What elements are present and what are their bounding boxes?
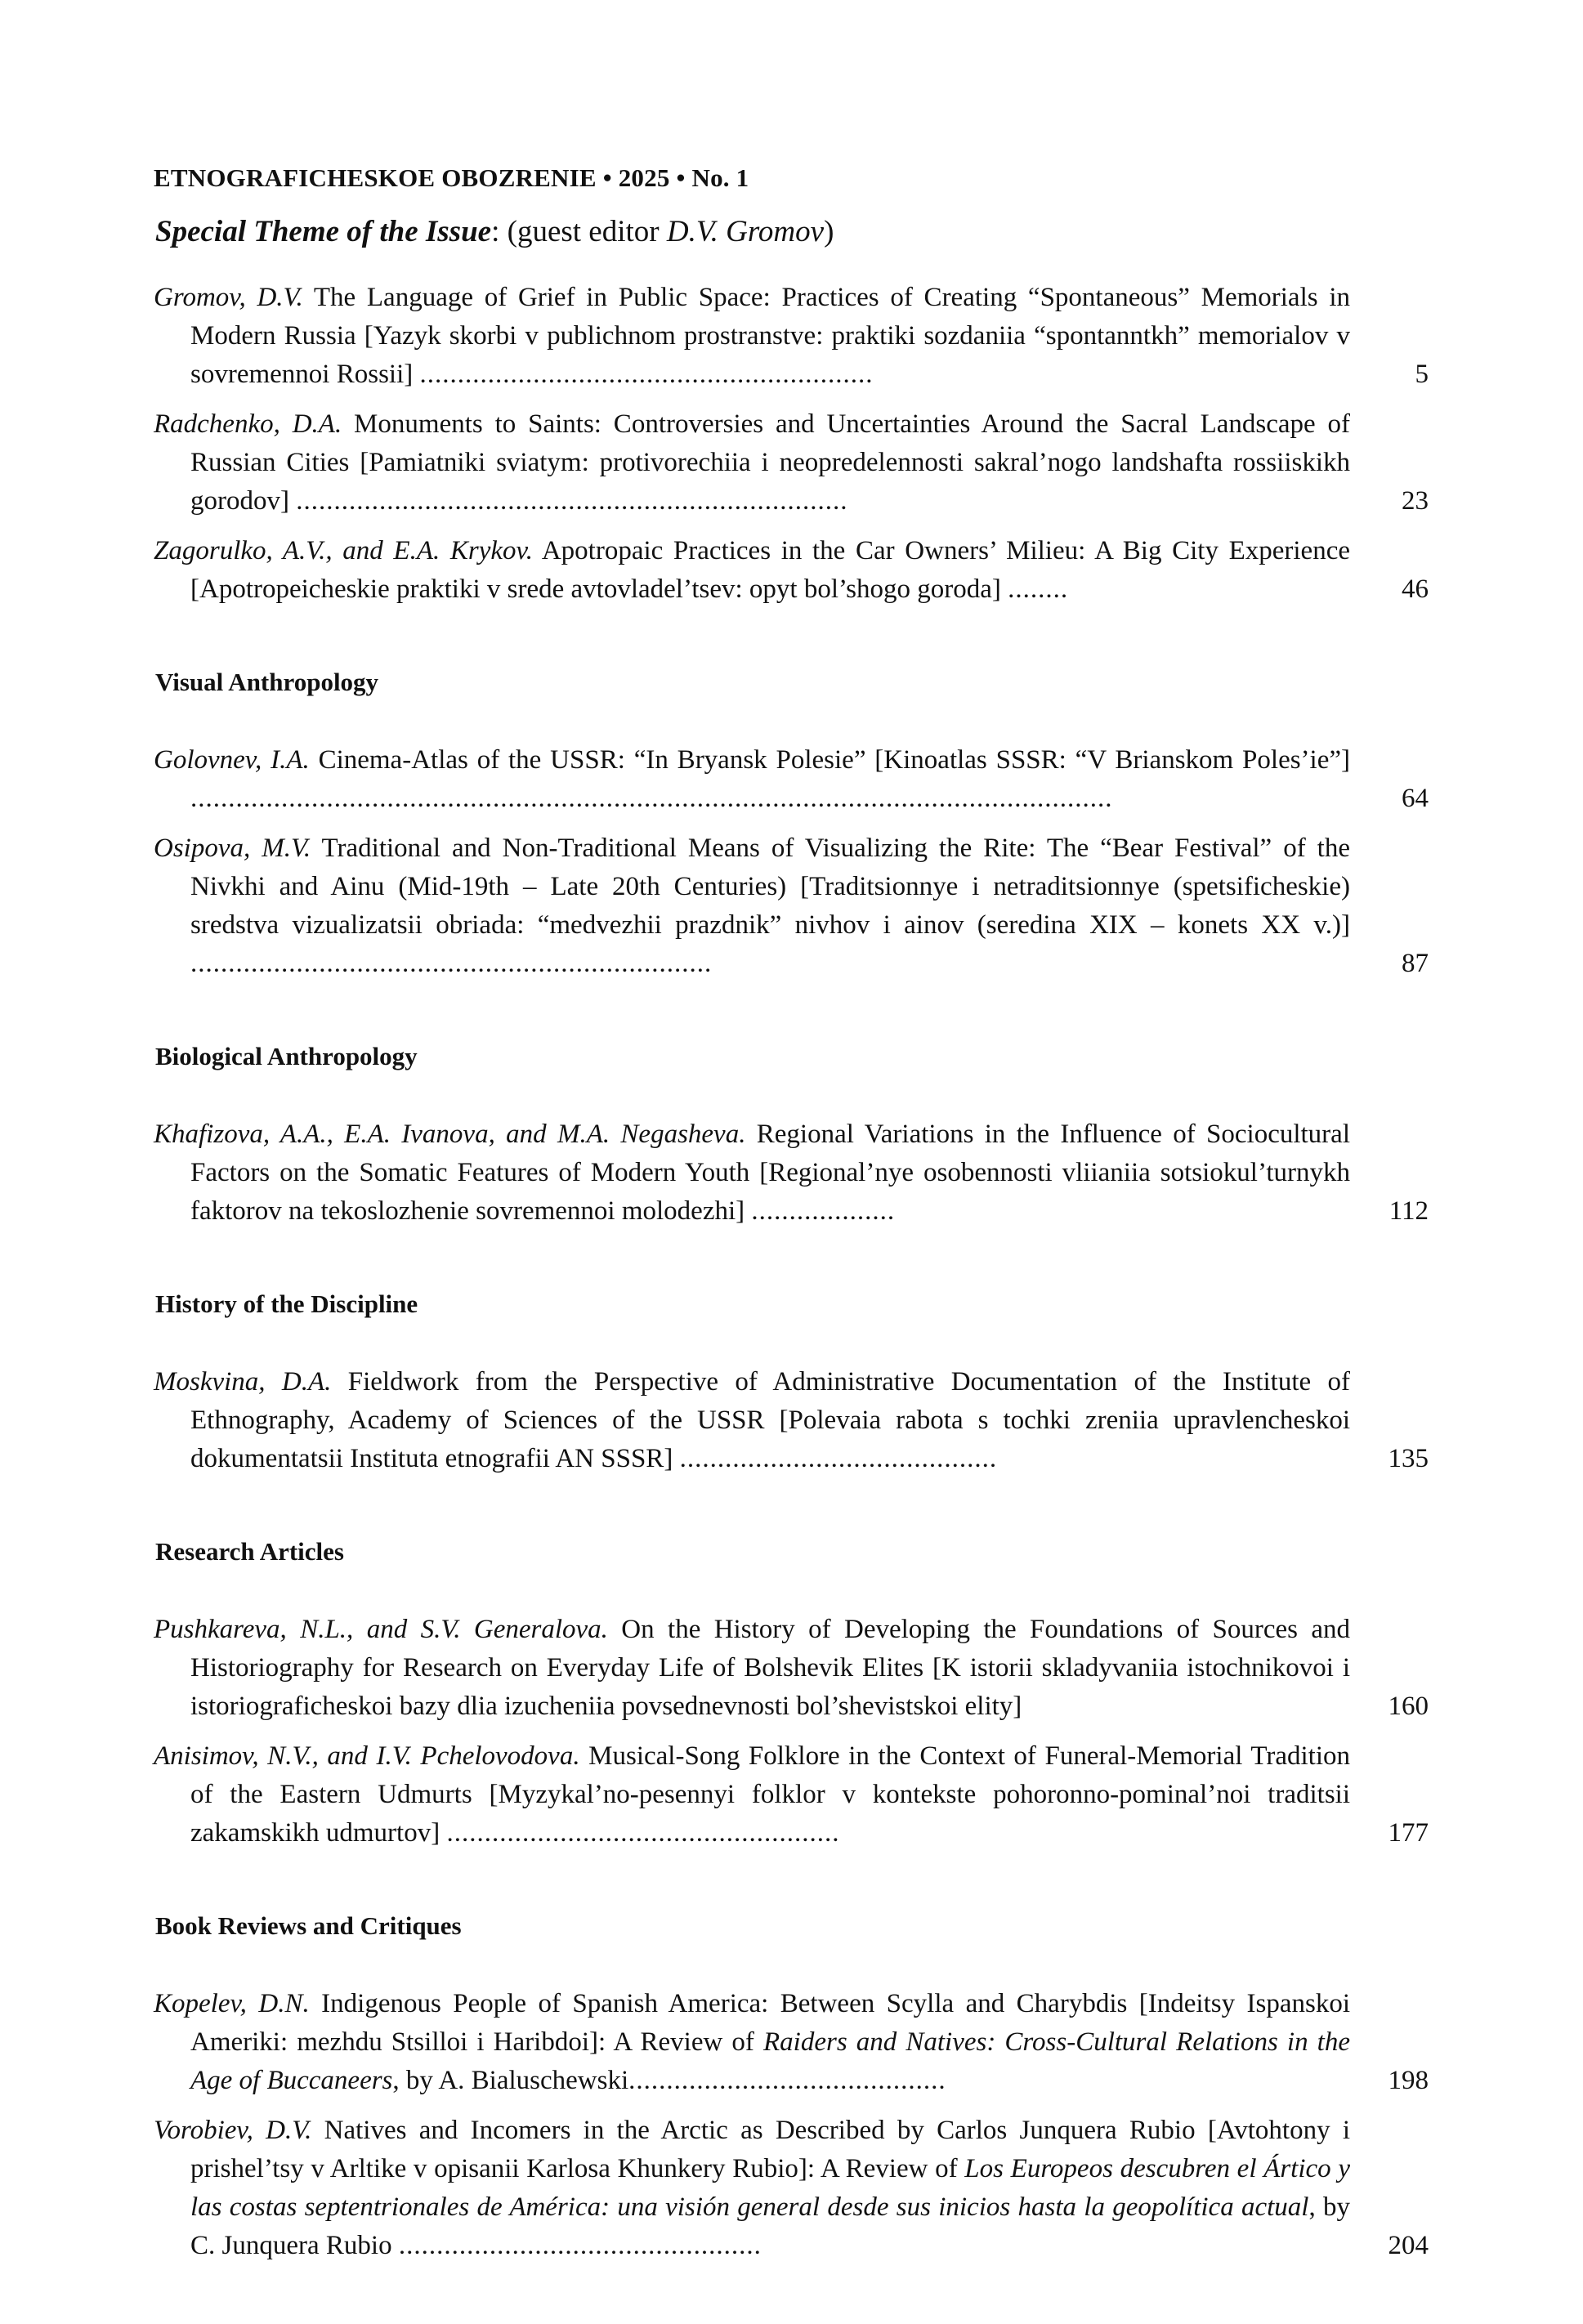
entry-title: Natives and Incomers in the Arctic as Described by Carlos Junquera Rubio [Avtohtony i prishel’tsy v Arltike v opisanii Karlosa Khunkery Rubio]: A Review of (190, 2116, 1351, 2183)
page-number: 135 (1388, 1444, 1429, 1473)
leader-dots: ..................................................................... (190, 949, 713, 978)
section-title: Book Reviews and Critiques (155, 1911, 462, 1940)
toc-entry (154, 829, 1429, 983)
entry-authors: Kopelev, D.N. (154, 1989, 310, 2018)
entry-title: Apotropaic Practices in the Car Owners’ Milieu: A Big City Experience [Apotropeicheskie praktiki v srede avtovladel’tsev: opyt bol’shogo goroda] (190, 536, 1350, 604)
leader-dots: .......................................... (679, 1444, 998, 1473)
special-theme-label: Special Theme of the Issue (155, 215, 492, 248)
leader-dots: .................................................... (446, 1818, 840, 1848)
toc-entry (154, 405, 1429, 521)
entry-text (154, 741, 1350, 818)
entry-title: Regional Variations in the Influence of Sociocultural Factors on the Somatic Features of Modern Youth [Regional’nye osobennosti vliianiia sotsiokul’turnykh faktorov na tekoslozhenie sovremennoi molodezhi] (190, 1120, 1350, 1226)
toc-section (154, 279, 1429, 609)
entry-authors: Osipova, M.V. (154, 834, 311, 863)
entry-authors: Gromov, D.V. (154, 283, 303, 312)
entry-authors: Radchenko, D.A. (154, 409, 342, 439)
leader-dots: .......................................... (628, 2066, 946, 2095)
reviewed-book-title: Los Europeos descubren el Ártico y las costas septentrionales de América: una visión general desde sus inicios hasta la geopolítica actual (190, 2154, 1350, 2222)
entry-list (154, 1363, 1429, 1478)
page-number: 198 (1388, 2066, 1429, 2095)
entry-text (154, 1115, 1350, 1231)
toc-section (154, 668, 1429, 983)
entry-title: Traditional and Non-Traditional Means of Visualizing the Rite: The “Bear Festival” of the Nivkhi and Ainu (Mid-19th – Late 20th Centuries) [Traditsionnye i netraditsionnye (spetsificheskie) sredstva vizualizatsii obriada: “medvezhii prazdnik” nivhov i ainov (seredina XIX – konets XX v.)] (190, 834, 1350, 940)
entry-list (154, 279, 1429, 609)
section-title: Visual Anthropology (155, 668, 379, 696)
entry-text (154, 1737, 1350, 1852)
entry-list (154, 1985, 1429, 2265)
entry-title-continued: , by A. Bialuschewski (392, 2066, 629, 2095)
entry-authors: Zagorulko, A.V., and E.A. Krykov. (154, 536, 533, 565)
page-number: 160 (1388, 1692, 1429, 1721)
entry-text (154, 279, 1350, 394)
toc-entry (154, 1363, 1429, 1478)
section-title: Biological Anthropology (155, 1042, 418, 1070)
entry-text (154, 1985, 1350, 2100)
page-number: 87 (1402, 949, 1429, 978)
page-number: 23 (1402, 486, 1429, 516)
toc-section (154, 1911, 1429, 2265)
toc-entry (154, 1737, 1429, 1852)
special-theme-line: Special Theme of the Issue: (guest editor D.V. Gromov) (155, 215, 834, 248)
toc-entry (154, 532, 1429, 609)
entry-title: Fieldwork from the Perspective of Administrative Documentation of the Institute of Ethnography, Academy of Sciences of the USSR [Polevaia rabota s tochki zreniia upravlencheskoi dokumentatsii Instituta etnografii AN SSSR] (190, 1367, 1350, 1473)
entry-title: Cinema-Atlas of the USSR: “In Bryansk Polesie” [Kinoatlas SSSR: “V Brianskom Poles’ie”] (309, 745, 1350, 775)
page-number: 64 (1402, 784, 1429, 813)
page-number: 204 (1388, 2231, 1429, 2260)
entry-list (154, 1611, 1429, 1852)
entry-text (154, 1363, 1350, 1478)
entry-title: Monuments to Saints: Controversies and Uncertainties Around the Sacral Landscape of Russian Cities [Pamiatniki sviatym: protivorechiia i neopredelennosti sakral’nogo landshafta rossiiskikh gorodov] (190, 409, 1351, 516)
entry-title-continued: , by C. Junquera Rubio (190, 2192, 1350, 2260)
entry-list (154, 1115, 1429, 1231)
leader-dots: ............................................................ (419, 360, 874, 389)
leader-dots: ................... (751, 1196, 896, 1226)
entry-title: On the History of Developing the Foundations of Sources and Historiography for Research on Everyday Life of Bolshevik Elites [K istorii skladyvaniia istochnikovoi i istoriograficheskoi bazy dlia izucheniia povsednevnosti bol’shevistskoi elity] (190, 1615, 1351, 1721)
toc-entry (154, 2112, 1429, 2265)
entry-text (154, 1611, 1350, 1726)
entry-title: Indigenous People of Spanish America: Between Scylla and Charybdis [Indeitsy Ispanskoi Ameriki: mezhdu Stsilloi i Haribdoi]: A Review of (190, 1989, 1351, 2057)
entry-text (154, 405, 1350, 521)
toc-entry (154, 1115, 1429, 1231)
toc-entry (154, 1985, 1429, 2100)
page-number: 46 (1402, 574, 1429, 604)
entry-text (154, 829, 1350, 983)
reviewed-book-title: Raiders and Natives: Cross-Cultural Relations in the Age of Buccaneers (190, 2027, 1350, 2095)
leader-dots: .......................................................................................................................... (190, 784, 1113, 813)
entry-authors: Khafizova, A.A., E.A. Ivanova, and M.A. Negasheva. (154, 1120, 746, 1149)
guest-editor-name: D.V. Gromov (666, 215, 825, 248)
section-title: History of the Discipline (155, 1289, 418, 1318)
table-of-contents (154, 163, 1429, 2324)
journal-masthead: ETNOGRAFICHESKOE OBOZRENIE • 2025 • No. 1 (154, 163, 749, 192)
entry-title: Musical-Song Folklore in the Context of Funeral-Memorial Tradition of the Eastern Udmurts [Myzykal’no-pesennyi folklor v kontekste pohoronno-pominal’noi traditsii zakamskikh udmurtov] (190, 1741, 1351, 1848)
toc-section (154, 1537, 1429, 1852)
page-number: 177 (1388, 1818, 1429, 1848)
entry-authors: Pushkareva, N.L., and S.V. Generalova. (154, 1615, 608, 1644)
toc-entry (154, 1611, 1429, 1726)
entry-authors: Moskvina, D.A. (154, 1367, 332, 1397)
toc-section (154, 1042, 1429, 1231)
entry-text (154, 532, 1350, 609)
section-title: Research Articles (155, 1537, 344, 1566)
page-number: 112 (1388, 1196, 1429, 1226)
toc-entry (154, 741, 1429, 818)
entry-text (154, 2112, 1350, 2265)
entry-authors: Anisimov, N.V., and I.V. Pchelovodova. (154, 1741, 580, 1771)
entry-authors: Golovnev, I.A. (154, 745, 310, 775)
entry-authors: Vorobiev, D.V. (154, 2116, 312, 2145)
entry-title: The Language of Grief in Public Space: Practices of Creating “Spontaneous” Memorials in Modern Russia [Yazyk skorbi v publichnom prostranstve: praktiki sozdaniia “spontanntkh” memorialov v sovremennoi Rossii] (190, 283, 1350, 389)
leader-dots: ................................................ (398, 2231, 762, 2260)
entry-list (154, 741, 1429, 983)
page-number: 5 (1415, 360, 1429, 389)
toc-sections (154, 279, 1429, 2265)
toc-section (154, 1289, 1429, 1478)
leader-dots: ......................................................................... (296, 486, 848, 516)
toc-entry (154, 279, 1429, 394)
leader-dots: ........ (1008, 574, 1069, 604)
